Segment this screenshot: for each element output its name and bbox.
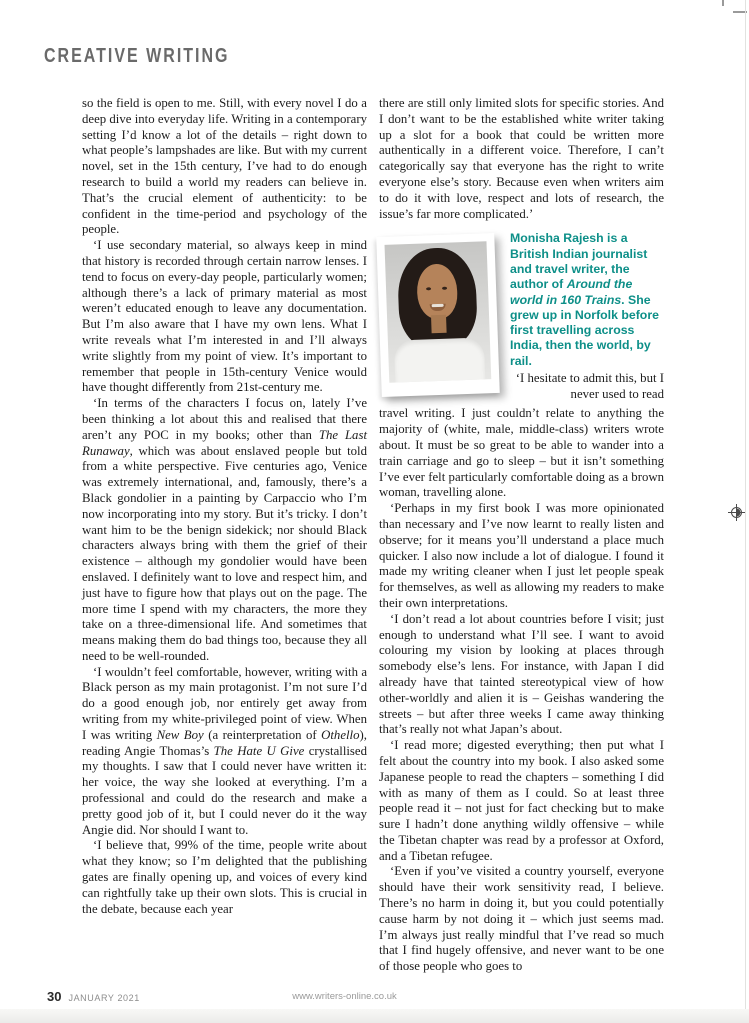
- text-run: there are still only limited slots for specific stories. And I don’t want to be the established white writer taking up a slot for a book that could be written more authentically in a different voice. Therefore, I can’t categorically say that everyone has the right to write everyone else’s story. Because even when writers aim to do it with love, respect and lots of research, the issue’s far more complicated.’: [379, 96, 664, 221]
- italic-text-run: Othello: [321, 727, 360, 742]
- photo-caption: [510, 231, 664, 369]
- text-run: ‘I use secondary material, so always keep in mind that history is recorded through certain narrow lenses. I tend to focus on every-day people, particularly women; although there’s a lack of primary material as most weren’t educated enough to leave any documentation. But I’m also aware that I have my own lens. What I write reveals what I’m interested in and I’ll always write slightly from my point of view. It’s important to remember that people in 15th-century Venice would have thought differently from 21st-century me.: [82, 238, 367, 395]
- right-column-bottom: [379, 406, 664, 975]
- paragraph: [82, 396, 367, 665]
- photo-neck-shape: [431, 315, 447, 334]
- text-run: . She grew up in Norfolk before first travelling across India, then the world, by rail.: [510, 292, 659, 368]
- portrait-photo: [376, 233, 500, 397]
- text-run: (a reinterpretation of: [203, 727, 322, 742]
- page-edge-line: [745, 0, 746, 1023]
- text-run: ‘I read more; digested everything; then put what I felt about the country into my book. I also asked some Japanese people to read the chapters – something I did with as many of them as I could. So at least three people read it – not just for fact checking but to make sure I hadn’t done anything wildly offensive – while the Tibetan chapter was read by a professor at Oxford, and a Tibetan refugee.: [379, 738, 664, 863]
- paragraph: [82, 96, 367, 238]
- text-run: ‘Perhaps in my first book I was more opinionated than necessary and I’ve now learnt to really listen and observe; for it means you’ll understand a place much quicker. I also now include a lot of dialogue. I found it made my writing cleaner when I just let people speak for themselves, as well as allowing my readers to make their own interpretations.: [379, 501, 664, 610]
- issue-date: JANUARY 2021: [68, 993, 140, 1003]
- text-run: ‘In terms of the characters I focus on, lately I’ve been thinking a lot about this and realised that there aren’t any POC in my books; other than: [82, 396, 367, 442]
- paragraph: [379, 501, 664, 612]
- article-body: [82, 96, 664, 975]
- photo-eye-shape: [426, 288, 431, 291]
- photo-eye-shape: [442, 287, 447, 290]
- registration-mark-icon: [728, 504, 745, 521]
- paragraph: [379, 406, 664, 501]
- photo-shirt-shape: [394, 338, 486, 383]
- paragraph: [82, 838, 367, 917]
- italic-text-run: Around the world in 160 Trains: [510, 277, 633, 307]
- page-bottom-edge: [0, 1009, 749, 1023]
- paragraph: ‘I hesitate to admit this, but I never used to read: [515, 371, 664, 401]
- paragraph: [379, 864, 664, 975]
- paragraph: [82, 238, 367, 396]
- website-url: www.writers-online.co.uk: [292, 991, 397, 1002]
- paragraph: [379, 96, 664, 222]
- text-run: travel writing. I just couldn’t relate to anything the majority of (white, male, middle-class) writers wrote about. It must be so great to be able to wander into a train carriage and go to sleep – but it isn’t something I’ve ever felt particularly comfortable doing as a brown woman, travelling alone.: [379, 406, 664, 500]
- portrait-photo-image: [385, 242, 492, 383]
- text-run: , which was about enslaved people but told from a white perspective. Five centuries ago, Venice was extremely international, and, famously, there’s a Black gondolier in a painting by Carpaccio who I’m now incorporating into my story. But it’s tricky. I don’t want him to be the benign sidekick; nor should Black characters always bring with them the grief of their existence – although my gondolier would have been enslaved. I definitely want to love and respect him, and just have to figure how that plays out on the page. The more time I spend with my characters, the more they take on a three-dimensional life. And sometimes that means making them do bad things too, because they all need to be well-rounded.: [82, 443, 367, 663]
- paragraph: [82, 665, 367, 839]
- page-footer: [47, 989, 702, 1005]
- text-run: ), reading Angie Thomas’s: [82, 727, 367, 758]
- text-run: Monisha Rajesh is a British Indian journalist and travel writer, the author of: [510, 231, 648, 292]
- crop-mark-top-icon: [722, 0, 724, 6]
- paragraph: [379, 612, 664, 738]
- text-run: so the field is open to me. Still, with every novel I do a deep dive into everyday life. Writing in a contemporary setting I’d know a lot of the details – right down to what people’s lampshades are like. But with my current novel, set in the 15th century, I’ve had to do enough research to build a world my readers can believe in. That’s the crucial element of authenticity: to be confident in the time-period and psychology of the people.: [82, 96, 367, 237]
- photo-smile-shape: [430, 304, 446, 312]
- right-column-top: [379, 96, 664, 222]
- text-run: ‘Even if you’ve visited a country yourself, everyone should have their work sensitivity read, I believe. There’s no harm in doing it, but you could potentially cause harm by not doing it – which just seems mad. I’m always just really mindful that I’ve read so much that I find hugely offensive, and never want to be one of those people who goes to: [379, 864, 664, 974]
- section-header: CREATIVE WRITING: [44, 45, 230, 67]
- page-number: 30: [47, 989, 62, 1004]
- caption-column: [497, 231, 664, 403]
- text-run: crystallised my thoughts. I saw that I could never have written it: her voice, the way she looked at everything. I’m a professional and could do the research and make a pretty good job of it, but I could never do it the way Angie did. Nor should I want to.: [82, 743, 367, 837]
- paragraph: [379, 738, 664, 864]
- photo-and-caption: [379, 231, 664, 403]
- right-column: [379, 96, 664, 975]
- italic-text-run: The Last Runaway: [82, 427, 367, 458]
- left-column: [82, 96, 367, 975]
- text-run: ‘I believe that, 99% of the time, people write about what they know; so I’m delighted that the publishing gates are finally opening up, and voices of every kind can rightfully take up their own slots. This is crucial in the debate, because each year: [82, 838, 367, 916]
- italic-text-run: New Boy: [156, 727, 204, 742]
- text-run: ‘I wouldn’t feel comfortable, however, writing with a Black person as my main protagonist. I’m not sure I’d do a good enough job, nor entirely get away from writing from my white-privileged point of view. When I was writing: [82, 664, 367, 742]
- text-run: ‘I don’t read a lot about countries before I visit; just enough to understand what I’ll see. I want to avoid colouring my vision by looking at places through somebody else’s lens. For instance, with Japan I did already have that tainted stereotypical view of how other-worldly and alien it is – Geishas wandering the streets – but after three weeks I came away thinking that’s really not what Japan’s about.: [379, 611, 664, 737]
- italic-text-run: The Hate U Give: [213, 743, 305, 758]
